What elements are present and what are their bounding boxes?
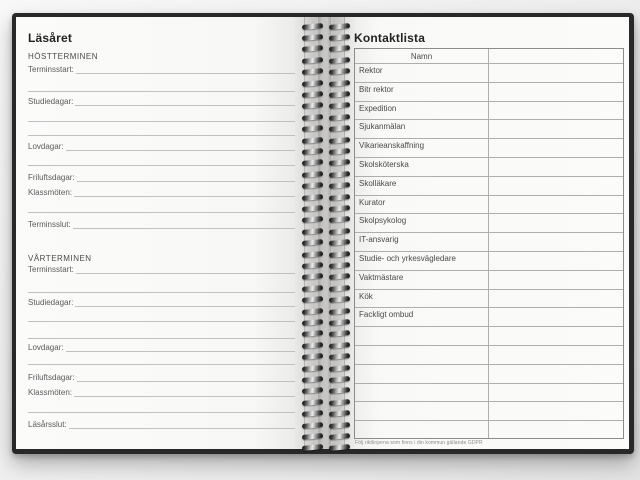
form-label: Lovdagar: bbox=[28, 343, 64, 352]
write-line bbox=[75, 95, 295, 106]
contact-row bbox=[355, 138, 623, 157]
contact-value-cell bbox=[489, 233, 623, 251]
contact-value-cell bbox=[489, 384, 623, 402]
form-row bbox=[28, 112, 295, 122]
contact-name-cell: Studie- och yrkesvägledare bbox=[355, 252, 489, 270]
form-row bbox=[28, 403, 295, 413]
write-line bbox=[28, 328, 295, 339]
notebook-cover bbox=[12, 13, 634, 454]
contact-row bbox=[355, 307, 623, 326]
contact-value-cell bbox=[489, 290, 623, 308]
table-header-name: Namn bbox=[355, 49, 489, 63]
contact-row bbox=[355, 101, 623, 120]
write-line bbox=[28, 111, 295, 122]
write-line bbox=[28, 354, 295, 365]
contact-value-cell bbox=[489, 271, 623, 289]
contact-value-cell bbox=[489, 402, 623, 420]
contact-value-cell bbox=[489, 83, 623, 101]
form-row bbox=[28, 342, 295, 352]
contact-name-cell: Vaktmästare bbox=[355, 271, 489, 289]
write-line bbox=[28, 81, 295, 92]
contact-name-cell: Sjukanmälan bbox=[355, 120, 489, 138]
form-row bbox=[28, 187, 295, 197]
spine-gap bbox=[318, 17, 331, 449]
form-label: Klassmöten: bbox=[28, 388, 73, 397]
form-label: Studiedagar: bbox=[28, 298, 74, 307]
contact-value-cell bbox=[489, 196, 623, 214]
contact-value-cell bbox=[489, 421, 623, 439]
form-row bbox=[28, 419, 295, 429]
write-line bbox=[76, 263, 295, 274]
contact-name-cell: Bitr rektor bbox=[355, 83, 489, 101]
contact-value-cell bbox=[489, 346, 623, 364]
form-row bbox=[28, 64, 295, 74]
contact-value-cell bbox=[489, 177, 623, 195]
contact-row bbox=[355, 195, 623, 214]
contact-value-cell bbox=[489, 139, 623, 157]
write-line bbox=[75, 296, 295, 307]
table-header-row bbox=[355, 49, 623, 63]
contact-row bbox=[355, 119, 623, 138]
contact-row bbox=[355, 82, 623, 101]
contact-row bbox=[355, 401, 623, 420]
table-header-empty bbox=[489, 49, 623, 63]
contact-name-cell bbox=[355, 384, 489, 402]
write-line bbox=[66, 140, 295, 151]
contact-table bbox=[354, 48, 624, 439]
form-label: Terminsstart: bbox=[28, 65, 74, 74]
form-row bbox=[28, 82, 295, 92]
form-row bbox=[28, 264, 295, 274]
gdpr-footnote: Följ riktlinjerna som finns i din kommun gällande GDPR bbox=[355, 440, 483, 446]
left-page-title: Läsåret bbox=[28, 31, 73, 45]
form-row bbox=[28, 141, 295, 151]
contact-row bbox=[355, 345, 623, 364]
form-row bbox=[28, 156, 295, 166]
contact-value-cell bbox=[489, 308, 623, 326]
form-row bbox=[28, 329, 295, 339]
form-label: Friluftsdagar: bbox=[28, 173, 75, 182]
write-line bbox=[77, 371, 295, 382]
write-line bbox=[28, 282, 295, 293]
section-heading-spring-term: VÅRTERMINEN bbox=[28, 254, 92, 263]
left-page bbox=[16, 17, 305, 449]
contact-row bbox=[355, 289, 623, 308]
form-label: Terminsslut: bbox=[28, 220, 71, 229]
contact-value-cell bbox=[489, 158, 623, 176]
write-line bbox=[28, 155, 295, 166]
write-line bbox=[74, 186, 295, 197]
contact-name-cell bbox=[355, 365, 489, 383]
contact-row bbox=[355, 213, 623, 232]
contact-name-cell bbox=[355, 421, 489, 439]
contact-row bbox=[355, 63, 623, 82]
contact-name-cell: Expedition bbox=[355, 102, 489, 120]
write-line bbox=[76, 63, 295, 74]
contact-row bbox=[355, 326, 623, 345]
section-heading-autumn-term: HÖSTTERMINEN bbox=[28, 52, 98, 61]
write-line bbox=[28, 125, 295, 136]
form-label: Friluftsdagar: bbox=[28, 373, 75, 382]
write-line bbox=[28, 202, 295, 213]
contact-value-cell bbox=[489, 102, 623, 120]
contact-value-cell bbox=[489, 327, 623, 345]
form-row bbox=[28, 297, 295, 307]
contact-row bbox=[355, 251, 623, 270]
spiral-spine bbox=[305, 17, 344, 449]
form-row bbox=[28, 203, 295, 213]
contact-name-cell: Skolläkare bbox=[355, 177, 489, 195]
write-line bbox=[66, 341, 295, 352]
contact-name-cell: Kök bbox=[355, 290, 489, 308]
form-row bbox=[28, 96, 295, 106]
contact-row bbox=[355, 364, 623, 383]
contact-value-cell bbox=[489, 120, 623, 138]
contact-value-cell bbox=[489, 64, 623, 82]
form-row bbox=[28, 355, 295, 365]
write-line bbox=[28, 402, 295, 413]
form-row bbox=[28, 312, 295, 322]
contact-name-cell: Skolsköterska bbox=[355, 158, 489, 176]
form-row bbox=[28, 283, 295, 293]
contact-row bbox=[355, 420, 623, 439]
form-label: Klassmöten: bbox=[28, 188, 73, 197]
form-label: Terminsstart: bbox=[28, 265, 74, 274]
form-label: Studiedagar: bbox=[28, 97, 74, 106]
write-line bbox=[73, 218, 295, 229]
contact-name-cell: Fackligt ombud bbox=[355, 308, 489, 326]
contact-name-cell: Rektor bbox=[355, 64, 489, 82]
write-line bbox=[74, 386, 295, 397]
contact-name-cell bbox=[355, 402, 489, 420]
contact-row bbox=[355, 157, 623, 176]
contact-name-cell: Vikarieanskaffning bbox=[355, 139, 489, 157]
right-page-title: Kontaktlista bbox=[354, 31, 426, 45]
contact-value-cell bbox=[489, 214, 623, 232]
form-row bbox=[28, 172, 295, 182]
contact-row bbox=[355, 232, 623, 251]
contact-value-cell bbox=[489, 252, 623, 270]
contact-row bbox=[355, 383, 623, 402]
contact-name-cell: Skolpsykolog bbox=[355, 214, 489, 232]
form-row bbox=[28, 126, 295, 136]
contact-name-cell: Kurator bbox=[355, 196, 489, 214]
form-row bbox=[28, 372, 295, 382]
form-label: Lovdagar: bbox=[28, 142, 64, 151]
form-row bbox=[28, 219, 295, 229]
write-line bbox=[28, 311, 295, 322]
write-line bbox=[69, 418, 295, 429]
form-label: Läsårsslut: bbox=[28, 420, 67, 429]
write-line bbox=[77, 171, 295, 182]
contact-row bbox=[355, 270, 623, 289]
contact-value-cell bbox=[489, 365, 623, 383]
contact-row bbox=[355, 176, 623, 195]
right-page bbox=[344, 17, 629, 449]
contact-name-cell bbox=[355, 327, 489, 345]
contact-name-cell: IT-ansvarig bbox=[355, 233, 489, 251]
form-row bbox=[28, 387, 295, 397]
contact-name-cell bbox=[355, 346, 489, 364]
